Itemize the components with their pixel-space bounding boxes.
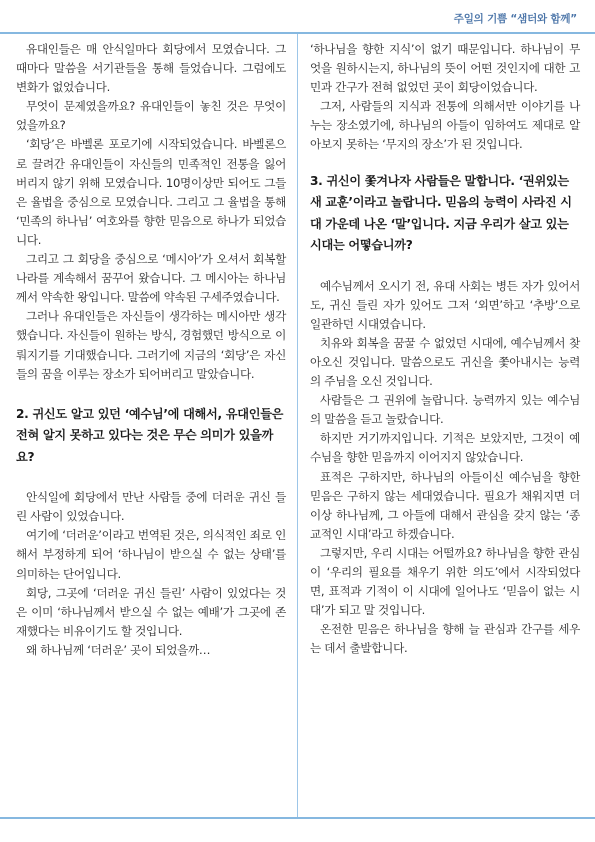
paragraph: 왜 하나님께 ‘더러운’ 곳이 되었을까… <box>26 642 211 657</box>
paragraph: ‘하나님을 향한 지식’이 없기 때문입니다. 하나님이 무엇을 원하시는지, 하나님의 뜻이 어떤 것인지에 대한 고민과 간구가 전혀 없었던 곳이 회당이었습니다. <box>310 42 580 95</box>
column-divider <box>297 34 298 817</box>
header-band <box>0 0 595 30</box>
paragraph: 사람들은 그 권위에 놀랍니다. 능력까지 있는 예수님의 말씀을 듣고 놀랐습니다. <box>310 393 580 427</box>
paragraph: 치유와 회복을 꿈꿀 수 없었던 시대에, 예수님께서 찾아오신 것입니다. 말씀으로도 귀신을 쫓아내시는 능력의 주님을 오신 것입니다. <box>310 335 580 389</box>
paragraph: 하지만 거기까지입니다. 기적은 보았지만, 그것이 예수님을 향한 믿음까지 이어지지 않았습니다. <box>310 431 580 465</box>
paragraph: 무엇이 문제였을까요? 유대인들이 놓친 것은 무엇이었을까요? <box>16 99 286 133</box>
paragraph: 온전한 믿음은 하나님을 향해 늘 관심과 간구를 세우는 데서 출발합니다. <box>310 622 580 656</box>
right-column <box>310 40 580 658</box>
paragraph: 여기에 ‘더러운’이라고 번역된 것은, 의식적인 죄로 인해서 부정하게 되어 ‘하나님이 받으실 수 없는 상태’를 의미하는 단어입니다. <box>16 528 286 581</box>
paragraph: 안식일에 회당에서 만난 사람들 중에 더러운 귀신 들린 사람이 있었습니다. <box>16 490 286 524</box>
paragraph: 유대인들은 매 안식일마다 회당에서 모였습니다. 그때마다 말씀을 서기관들을 통해 들었습니다. 그럼에도 변화가 없었습니다. <box>16 42 286 95</box>
section-heading: 3. 귀신이 쫓겨나자 사람들은 말합니다. ‘권위있는 새 교훈’이라고 놀랍니다. 믿음의 능력이 사라진 시대 가운데 나온 ‘말’입니다. 지금 우리가 살고 있는 시대는 어떻습니까? <box>310 173 572 253</box>
page-header-title: 주일의 기쁨 “샘터와 함께” <box>453 13 577 25</box>
paragraph: 그렇지만, 우리 시대는 어떨까요? 하나님을 향한 관심이 ‘우리의 필요를 채우기 위한 의도’에서 시작되었다면, 표적과 기적이 이 시대에 일어나도 ‘믿음이 없는 시대’가 되고 말 것입니다. <box>310 545 580 618</box>
paragraph: 표적은 구하지만, 하나님의 아들이신 예수님을 향한 믿음은 구하지 않는 세대였습니다. 필요가 채워지면 더이상 하나님께, 그 아들에 대해서 관심을 갖지 않는 ‘종교적인 시대’라고 하겠습니다. <box>310 469 580 541</box>
paragraph: 예수님께서 오시기 전, 유대 사회는 병든 자가 있어서도, 귀신 들린 자가 있어도 그저 ‘외면’하고 ‘추방’으로 일관하던 시대였습니다. <box>310 278 580 331</box>
paragraph: 회당, 그곳에 ‘더러운 귀신 들린’ 사람이 있었다는 것은 이미 ‘하나님께서 받으실 수 없는 예배’가 그곳에 존재했다는 비유이기도 할 것입니다. <box>16 585 286 638</box>
paragraph: ‘회당’은 바벨론 포로기에 시작되었습니다. 바벨론으로 끌려간 유대인들이 자신들의 민족적인 전통을 잃어버리지 않기 위해 모였습니다. 10명이상만 되어도 그들은 율법을 중심으로 모였습니다. 그리고 그 율법을 통해 ‘민족의 하나님’ 여호와를 향한 믿음으로 하나가 되었습니다. <box>16 137 286 247</box>
left-column <box>16 40 286 660</box>
paragraph: 그리고 그 회당을 중심으로 ‘메시아’가 오셔서 회복할 나라를 계속해서 꿈꾸어 왔습니다. 그 메시아는 하나님께서 약속한 왕입니다. 말씀에 약속된 구세주였습니다. <box>16 252 286 305</box>
paragraph: 그러나 유대인들은 자신들이 생각하는 메시아만 생각했습니다. 자신들이 원하는 방식, 경험했던 방식으로 이뤄지기를 기대했습니다. 그러기에 지금의 ‘회당’은 자신들의 꿈을 이루는 장소가 되어버리고 말았습니다. <box>16 309 286 381</box>
bottom-divider <box>0 817 595 819</box>
paragraph: 그저, 사람들의 지식과 전통에 의해서만 이야기를 나누는 장소였기에, 하나님의 아들이 임하여도 제대로 알아보지 못하는 ‘무지의 장소’가 된 것입니다. <box>310 99 580 152</box>
section-heading: 2. 귀신도 알고 있던 ‘예수님’에 대해서, 유대인들은 전혀 알지 못하고 있다는 것은 무슨 의미가 있을까요? <box>16 406 284 464</box>
